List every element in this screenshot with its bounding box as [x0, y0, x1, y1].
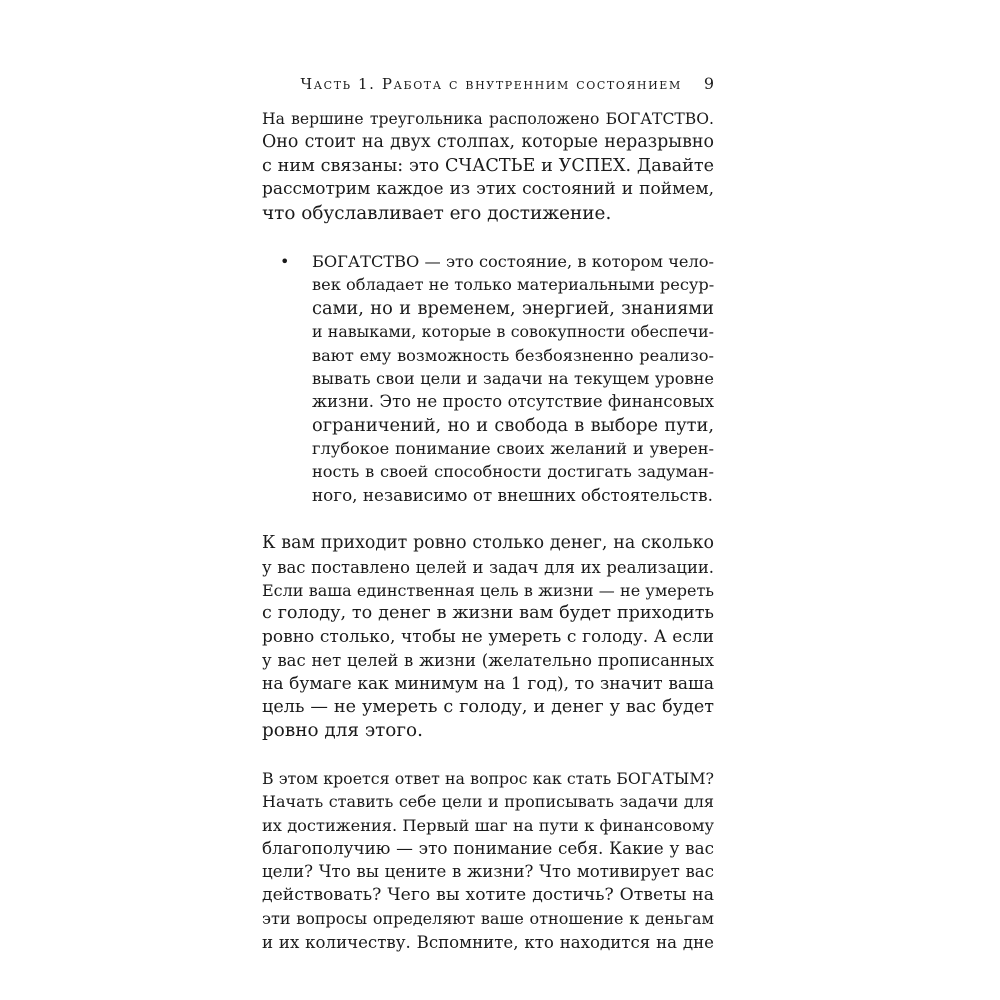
page-number: 9: [703, 74, 714, 93]
text-line: Начать ставить себе цели и прописывать задачи для: [262, 792, 714, 812]
text-line: ограничений, но и свобода в выборе пути,: [312, 414, 714, 436]
text-line: их достижения. Первый шаг на пути к финансовому: [262, 815, 714, 835]
text-line: ровно для этого.: [262, 720, 423, 742]
text-line: В этом кроется ответ на вопрос как стать БОГАТЫМ?: [262, 768, 714, 788]
text-line: ного, независимо от внешних обстоятельств.: [312, 484, 713, 505]
text-line: цели? Что вы цените в жизни? Что мотивирует вас: [262, 862, 714, 882]
text-line: что обуславливает его достижение.: [262, 202, 612, 224]
running-header: [262, 74, 714, 98]
paragraph-answer: [262, 767, 714, 954]
text-line: у вас нет целей в жизни (желательно прописанных: [262, 651, 714, 671]
body-text: [262, 108, 714, 954]
text-line: с ним связаны: это СЧАСТЬЕ и УСПЕХ. Давайте: [262, 155, 714, 176]
text-line: с голоду, то денег в жизни вам будет приходить: [262, 603, 714, 624]
text-line: жизни. Это не просто отсутствие финансовых: [312, 392, 714, 412]
text-line: действовать? Чего вы хотите достичь? Ответы на: [262, 884, 714, 905]
text-line: глубокое понимание своих желаний и уверен-: [312, 439, 714, 459]
text-line: на бумаге как минимум на 1 год), то значит ваша: [262, 673, 714, 694]
paragraph-money: [262, 532, 714, 743]
text-line: БОГАТСТВО — это состояние, в котором чело-: [312, 251, 714, 271]
bullet-marker: •: [280, 251, 290, 271]
text-line: рассмотрим каждое из этих состояний и поймем,: [262, 179, 714, 200]
text-line: и навыками, которые в совокупности обеспечи-: [312, 322, 714, 342]
text-line: эти вопросы определяют ваше отношение к деньгам: [262, 909, 714, 929]
section-title: Часть 1. Работа с внутренним состоянием: [300, 75, 682, 93]
text-line: сами, но и временем, энергией, знаниями: [312, 297, 714, 319]
text-line: Если ваша единственная цель в жизни — не умереть: [262, 581, 714, 601]
text-line: Оно стоит на двух столпах, которые неразрывно: [262, 132, 714, 153]
text-line: ровно столько, чтобы не умереть с голоду. А если: [262, 626, 714, 647]
text-line: благополучию — это понимание себя. Какие у вас: [262, 837, 714, 858]
paragraph-triangle: [262, 108, 714, 225]
text-line: вывать свои цели и задачи на текущем уровне: [312, 368, 714, 388]
text-line: у вас поставлено целей и задач для их реализации.: [262, 557, 714, 577]
text-line: К вам приходит ровно столько денег, на сколько: [262, 533, 714, 554]
text-line: ность в своей способности достигать задуман-: [312, 462, 714, 482]
text-line: вают ему возможность безбоязненно реализо-: [312, 345, 714, 365]
bullet-item-wealth: [262, 250, 714, 507]
text-line: На вершине треугольника расположено БОГАТСТВО.: [262, 110, 714, 128]
text-line: цель — не умереть с голоду, и денег у вас будет: [262, 696, 714, 717]
text-line: век обладает не только материальными ресур-: [312, 275, 715, 295]
text-line: и их количеству. Вспомните, кто находится на дне: [262, 932, 714, 952]
